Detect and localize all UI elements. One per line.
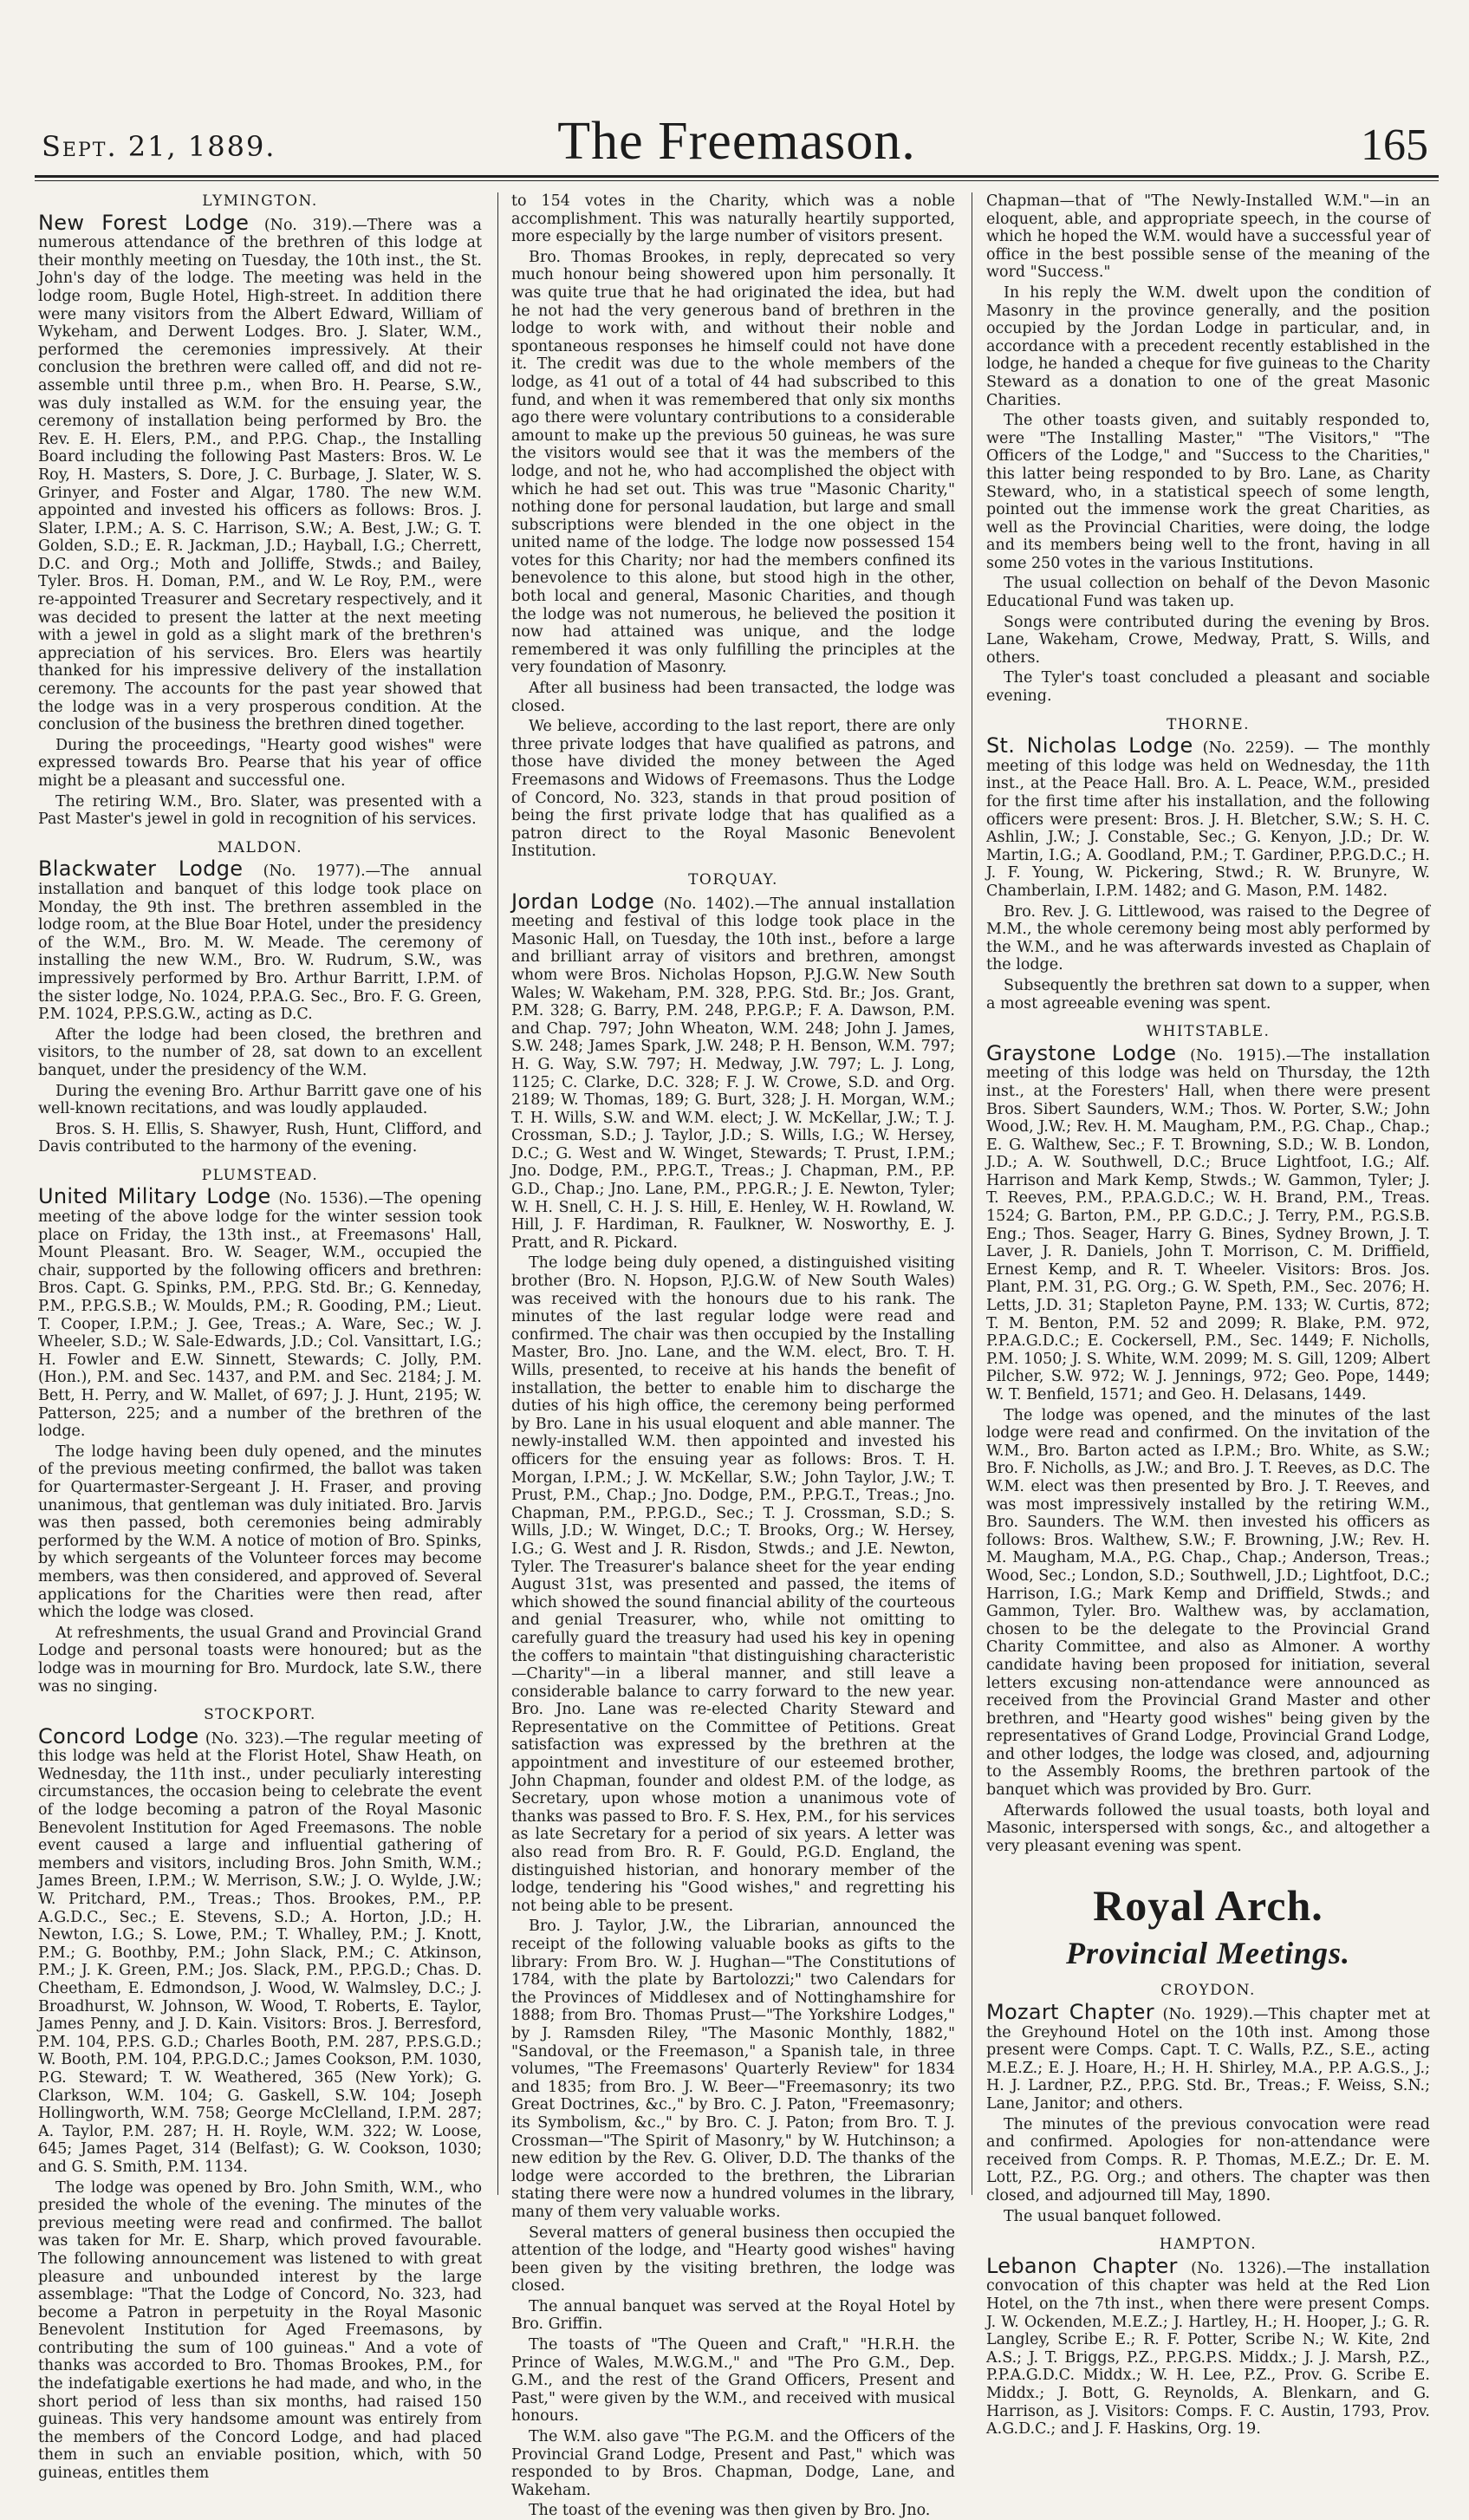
article-thorne (986, 733, 1430, 900)
place-heading-thorne: THORNE. (1166, 715, 1251, 733)
masthead-rule-thin (35, 180, 1439, 181)
masthead-rule-thick (35, 175, 1439, 178)
place-heading-stockport: STOCKPORT. (204, 1706, 316, 1724)
chapter-name: Lebanon Chapter (986, 2253, 1178, 2278)
lodge-name: Graystone Lodge (986, 1040, 1177, 1065)
lodge-name: Concord Lodge (38, 1723, 199, 1748)
article-text: (No. 1536).—The opening meeting of the above lodge for the winter session took place on Friday, the 13th inst., at Freemasons' Hall, Mount Pleasant. Bro. W. Seager, W.M., occupied the chair, supported by the following officers and brethren: Bros. Capt. G. Spinks, P.M., P.P.G. Std. Br.; G. Kenneday, P.M., P.P.G.S.B.; W. Moulds, P.M.; R. Gooding, P.M.; Lieut. T. Cooper, I.P.M.; J. Gee, Treas.; A. Ware, Sec.; W. J. Wheeler, S.D.; W. Sale-Edwards, J.D.; Col. Vansittart, I.G.; H. Fowler and E.W. Sinnett, Stewards; C. Jolly, P.M. (Hon.), P.M. and Sec. 1437, and P.M. and Sec. 2184; J. M. Bett, H. Perry, and W. Mallet, of 697; J. J. Hunt, 2195; W. Patterson, 225; and a number of the brethren of the lodge. (38, 1190, 482, 1441)
paragraph: After all business had been transacted, the lodge was closed. (511, 680, 955, 715)
article-maldon (38, 856, 482, 1024)
article-text: (No. 319).—There was a numerous attendance of the brethren of this lodge at their monthly meeting on Tuesday, the 10th inst., the St. John's day of the lodge. The meeting was held in the lodge room, Bugle Hotel, High-street. In addition there were many visitors from the Albert Edward, William of Wykeham, and Derwent Lodges. Bro. J. Slater, W.M., performed the ceremonies impressively. At their conclusion the brethren were called off, and did not re-assemble until three p.m., when Bro. H. Pearse, S.W., was duly installed as W.M. for the ensuing year, the ceremony of installation being performed by Bro. the Rev. E. H. Elers, P.M., and P.P.G. Chap., the Installing Board including the following Past Masters: Bros. W. Le Roy, H. Masters, S. Dore, J. C. Burbage, J. Slater, W. S. Grinyer, and Foster and Algar, 1780. The new W.M. appointed and invested his officers as follows: Bros. J. Slater, I.P.M.; A. S. C. Harrison, S.W.; A. Best, J.W.; G. T. Golden, S.D.; E. R. Jackman, J.D.; Hayball, I.G.; Cherrett, D.C. and Org.; Moth and Jolliffe, Stwds.; and Bailey, Tyler. Bros. H. Doman, P.M., and W. Le Roy, P.M., were re-appointed Treasurer and Secretary respectively, and it was decided to present the latter at the next meeting with a jewel in gold as a slight mark of the brethren's appreciation of his services. Bro. Elers was heartily thanked for his impressive delivery of the installation ceremony. The accounts for the past year showed that the lodge was in a very prosperous condition. At the conclusion of the business the brethren dined together. (38, 216, 482, 734)
paragraph: The retiring W.M., Bro. Slater, was presented with a Past Master's jewel in gold in recognition of his services. (38, 792, 482, 829)
paragraph: The usual banquet followed. (1004, 2207, 1222, 2225)
paragraph: The lodge was opened, and the minutes of the last lodge were read and confirmed. On the invitation of the W.M., Bro. Barton acted as I.P.M.; Bro. White, as S.W.; Bro. F. Nicholls, as J.W.; and Bro. J. T. Reeves, as D.C. The W.M. elect was then presented by Bro. J. T. Reeves, and was most impressively installed by the retiring W.M., Bro. Saunders. The W.M. then invested his officers as follows: Bros. Walthew, S.W.; F. Browning, J.W.; Rev. H. M. Maugham, M.A., P.G. Chap., Chap.; Anderson, Treas.; Wood, Sec.; London, S.D.; Southwell, J.D.; Lightfoot, D.C.; Harrison, I.G.; Mark Kemp and Driffield, Stwds.; and Gammon, Tyler. Bro. Walthew was, by acclamation, chosen to be the delegate to the Provincial Grand Charity Committee, and also as Almoner. A worthy candidate having been proposed for initiation, several letters excusing non-attendance were announced as received from the Provincial Grand Master and other brethren, and "Hearty good wishes" being given by the representatives of Grand Lodge, Provincial Grand Lodge, and other lodges, the lodge was closed, and, adjourning to the Assembly Rooms, the brethren partook of the banquet which was provided by Bro. Gurr. (986, 1406, 1430, 1800)
paragraph: The toast of the evening was then given by Bro. Jno. (529, 2502, 931, 2520)
column-1 (38, 192, 482, 2483)
paragraph: Bros. S. H. Ellis, S. Shawyer, Rush, Hunt, Clifford, and Davis contributed to the harmony of the evening. (38, 1120, 482, 1156)
paragraph: Several matters of general business then occupied the attention of the lodge, and "Hearty good wishes" having been given by the visiting brethren, the lodge was closed. (511, 2224, 955, 2295)
paragraph: The toasts of "The Queen and Craft," "H.R.H. the Prince of Wales, M.W.G.M.," and "The Pro G.M., Dep. G.M., and the rest of the Grand Officers, Present and Past," were given by the W.M., and received with musical honours. (511, 2336, 955, 2426)
section-subheading-provincial-meetings: Provincial Meetings. (1066, 1936, 1350, 1971)
place-heading-croydon: CROYDON. (1160, 1982, 1256, 2000)
paragraph: We believe, according to the last report, there are only three private lodges that have qualified as patrons, and those have divided the money between the Aged Freemasons and Widows of Freemasons. Thus the Lodge of Concord, No. 323, stands in that proud position of being the first private lodge that has qualified as a patron direct to the Royal Masonic Benevolent Institution. (511, 718, 955, 861)
article-text: (No. 1915).—The installation meeting of this lodge was held on Thursday, the 12th inst., at the Foresters' Hall, when there were present Bros. Sibert Saunders, W.M.; Thos. W. Porter, S.W.; John Wood, J.W.; Rev. H. M. Maugham, P.M., P.G. Chap., Chap.; E. G. Walthew, Sec.; F. T. Browning, S.D.; W. B. London, J.D.; A. W. Southwell, D.C.; Bruce Lightfoot, I.G.; Alf. Harrison and Mark Kemp, Stwds.; W. Gammon, Tyler; J. T. Reeves, P.M., P.P.A.G.D.C.; W. H. Brand, P.M., Treas. 1524; G. Barton, P.M., P.P. G.D.C.; J. Terry, P.M., P.G.S.B. Eng.; Thos. Seager, Harry G. Bines, Sydney Brown, J. T. Laver, J. R. Daniels, John T. Morrison, C. M. Driffield, Ernest Kemp, and R. T. Wheeler. Visitors: Bros. Jos. Plant, P.M. 31, P.G. Org.; G. W. Speth, P.M., Sec. 2076; H. Letts, J.D. 31; Stapleton Payne, P.M. 133; W. Curtis, 872; T. M. Benton, P.M. 52 and 2099; R. Blake, P.M. 972, P.P.A.G.D.C.; E. Cockersell, P.M., Sec. 1449; F. Nicholls, P.M. 1050; J. S. White, W.M. 2099; M. S. Gill, 1209; Albert Pilcher, S.W. 972; W. J. Jennings, 972; Geo. Pope, 1449; W. T. Benfield, 1571; and Geo. H. Delasans, 1449. (986, 1046, 1430, 1403)
paragraph: During the evening Bro. Arthur Barritt gave one of his well-known recitations, and was loudly applauded. (38, 1082, 482, 1118)
lodge-name: St. Nicholas Lodge (986, 733, 1193, 759)
article-torquay (511, 889, 955, 1253)
lodge-name: New Forest Lodge (38, 210, 250, 235)
article-lymington (38, 210, 482, 734)
article-text: (No. 1977).—The annual installation and banquet of this lodge took place on Monday, the 9th inst. The brethren assembled in the lodge room, at the Blue Boar Hotel, under the presidency of the W.M., Bro. M. W. Meade. The ceremony of installing the new W.M., Bro. W. Rudrum, S.W., was impressively performed by Bro. Arthur Barritt, I.P.M. of the sister lodge, No. 1024, P.P.A.G. Sec., Bro. F. G. Green, P.M. 1024, P.P.S.G.W., acting as D.C. (38, 863, 482, 1024)
paragraph: Chapman—that of "The Newly-Installed W.M."—in an eloquent, able, and appropriate speech, in the course of which he hoped the W.M. would have a successful year of office in the best possible sense of the meaning of the word "Success." (986, 192, 1430, 282)
article-whitstable (986, 1040, 1430, 1404)
place-heading-whitstable: WHITSTABLE. (1146, 1023, 1271, 1041)
article-text: (No. 2259). — The monthly meeting of this lodge was held on Wednesday, the 11th inst., at the Peace Hall. Bro. A. L. Peace, W.M., presided for the first time after his installation, and the following officers were present: Bros. J. H. Bletcher, S.W.; S. H. C. Ashlin, J.W.; J. Constable, Sec.; G. Kenyon, J.D.; Dr. W. Martin, I.G.; A. Goodland, P.M.; T. Gardiner, P.P.G.D.C.; H. J. F. Young, W. Pickering, Stwd.; R. W. Brunyre, W. Chamberlain, I.P.M. 1482; and G. Mason, P.M. 1482. (986, 739, 1430, 900)
place-heading-plumstead: PLUMSTEAD. (201, 1166, 319, 1184)
article-text: (No. 1326).—The installation convocation of this chapter was held at the Red Lion Hotel, on the 7th inst., when there were present Comps. J. W. Ockenden, M.E.Z.; J. Hartley, H.; H. Hooper, J.; G. R. Langley, Scribe E.; R. F. Potter, Scribe N.; W. Kite, 2nd A.S.; J. T. Briggs, P.Z., P.P.G.P.S. Middx.; J. J. Marsh, P.Z., P.P.A.G.D.C. Middx.; W. H. Lee, P.Z., Prov. G. Scribe E. Middx.; J. Bott, G. Reynolds, A. Blenkarn, and G. Harrison, as J. Visitors: Comps. F. C. Austin, 1793, Prov. A.G.D.C.; and J. F. Haskins, Org. 19. (986, 2259, 1430, 2439)
paragraph: The minutes of the previous convocation were read and confirmed. Apologies for non-attendance were received from Comps. R. P. Thomas, M.E.Z.; Dr. E. M. Lott, P.Z., P.G. Org.; and others. The chapter was then closed, and adjourned till May, 1890. (986, 2115, 1430, 2204)
paragraph: In his reply the W.M. dwelt upon the condition of Masonry in the province generally, and the position occupied by the Jordan Lodge in particular, and, in accordance with a precedent recently established in the lodge, he handed a cheque for five guineas to the Charity Steward as a donation to one of the great Masonic Charities. (986, 283, 1430, 409)
paragraph: Bro. J. Taylor, J.W., the Librarian, announced the receipt of the following valuable books as gifts to the library: From Bro. W. J. Hughan—"The Constitutions of 1784, with the plate by Bartolozzi;" two Calendars for the Provinces of Middlesex and of Nottinghamshire for 1888; from Bro. Thomas Prust—"The Yorkshire Lodges," by J. Ramsden Riley, "The Masonic Monthly, 1882," "Sandoval, or the Freemason," a Spanish tale, in three volumes, "The Freemasons' Quarterly Review" for 1834 and 1835; from Bro. J. W. Beer—"Freemasonry; its two Great Doctrines, &c.," by Bro. C. J. Paton, "Freemasonry; its Symbolism, &c.," by Bro. C. J. Paton; from Bro. T. J. Crossman—"The Spirit of Masonry," by W. Hutchinson; a new edition by the Rev. G. Oliver, D.D. The thanks of the lodge were accorded to the brethren, the Librarian stating there were now a hundred volumes in the library, many of them very valuable works. (511, 1918, 955, 2221)
paragraph: The usual collection on behalf of the Devon Masonic Educational Fund was taken up. (986, 575, 1430, 611)
chapter-name: Mozart Chapter (986, 2000, 1154, 2025)
paragraph: Bro. Rev. J. G. Littlewood, was raised to the Degree of M.M., the whole ceremony being most ably performed by the W.M., and he was afterwards invested as Chaplain of the lodge. (986, 902, 1430, 974)
paragraph: The other toasts given, and suitably responded to, were "The Installing Master," "The Visitors," "The Officers of the Lodge," and "Success to the Charities," this latter being responded to by Bro. Lane, as Charity Steward, who, in a statistical speech of some length, pointed out the immense work the great Charities, as well as the Provincial Charities, were doing, the lodge and its members being well to the front, having in all some 250 votes in the various Institutions. (986, 412, 1430, 572)
paragraph: The lodge being duly opened, a distinguished visiting brother (Bro. N. Hopson, P.J.G.W. of New South Wales) was received with the honours due to his rank. The minutes of the last regular lodge were read and confirmed. The chair was then occupied by the Installing Master, Bro. Jno. Lane, and the W.M. elect, Bro. T. H. Wills, presented, to receive at his hands the benefit of installation, the better to enable him to discharge the duties of his high office, the ceremony being performed by Bro. Lane in his usual eloquent and able manner. The newly-installed W.M. then appointed and invested his officers for the ensuing year as follows: Bros. T. H. Morgan, I.P.M.; J. W. McKellar, S.W.; John Taylor, J.W.; T. Prust, P.M., Chap.; Jno. Dodge, P.M., P.P.G.T., Treas.; Jno. Chapman, P.M., P.P.G.D., Sec.; T. J. Crossman, S.D.; S. Wills, J.D.; W. Winget, D.C.; T. Brooks, Org.; W. Hersey, I.G.; G. West and J. R. Risdon, Stwds.; and J.E. Newton, Tyler. The Treasurer's balance sheet for the year ending August 31st, was presented and passed, the items of which showed the sound financial ability of the courteous and genial Treasurer, who, while not omitting to carefully guard the treasury had used his key in opening the coffers to maintain "that distinguishing characteristic—Charity"—in a liberal manner, and still leave a considerable balance to carry forward to the new year. Bro. Jno. Lane was re-elected Charity Steward and Representative on the Committee of Petitions. Great satisfaction was expressed by the brethren at the appointment and investiture of our esteemed brother, John Chapman, founder and oldest P.M. of the lodge, as Secretary, upon whose motion a unanimous vote of thanks was passed to Bro. F. S. Hex, P.M., for his services as late Secretary for a period of six years. A letter was also read from Bro. R. F. Gould, P.G.D. England, the distinguished historian, and honorary member of the lodge, tendering his "Good wishes," and regretting his not being able to be present. (511, 1254, 955, 1915)
paragraph: Afterwards followed the usual toasts, both loyal and Masonic, interspersed with songs, &c., and altogether a very pleasant evening was spent. (986, 1801, 1430, 1855)
paragraph: The lodge having been duly opened, and the minutes of the previous meeting confirmed, the ballot was taken for Quartermaster-Sergeant J. H. Fraser, and proving unanimous, that gentleman was duly initiated. Bro. Jarvis was then passed, both ceremonies being admirably performed by the W.M. A notice of motion of Bro. Spinks, by which sergeants of the Volunteer forces may become members, was then considered, and approved of. Several applications for the Charities were then read, after which the lodge was closed. (38, 1442, 482, 1622)
place-heading-hampton: HAMPTON. (1159, 2236, 1258, 2254)
paragraph: During the proceedings, "Hearty good wishes" were expressed towards Bro. Pearse that his year of office might be a pleasant and successful one. (38, 736, 482, 790)
lodge-name: United Military Lodge (38, 1184, 271, 1209)
article-croydon (986, 2000, 1430, 2113)
paragraph: to 154 votes in the Charity, which was a noble accomplishment. This was naturally heartily supported, more especially by the large number of visitors present. (511, 192, 955, 246)
paragraph: The Tyler's toast concluded a pleasant and sociable evening. (986, 669, 1430, 706)
paragraph: The annual banquet was served at the Royal Hotel by Bro. Griffin. (511, 2297, 955, 2334)
article-hampton (986, 2253, 1430, 2439)
page-number: 165 (1361, 120, 1428, 170)
paragraph: Bro. Thomas Brookes, in reply, deprecated so very much honour being showered upon him personally. It was quite true that he had originated the idea, but had he not had the very generous band of brethren in the lodge to work with, and without their noble and spontaneous responses he himself could not have done it. The credit was due to the whole members of the lodge, as 41 out of a total of 44 had subscribed to this fund, and when it was remembered that only six months ago there were voluntary contributions to a considerable amount to make up the previous 50 guineas, he was sure the visitors would see that it was the members of the lodge, and not he, who had accomplished the object with which he had set out. This was true "Masonic Charity," nothing done for personal laudation, but large and small subscriptions were blended in the one object in the united name of the lodge. The lodge now possessed 154 votes for this Charity; nor had the members confined its benevolence to this alone, but stood high in the other, both local and general, Masonic Charities, and though the lodge was not numerous, he believed the position it now had attained was unique, and the lodge remembered it was only fulfilling the principles at the very foundation of Masonry. (511, 248, 955, 677)
publication-title: The Freemason. (557, 112, 916, 171)
masthead (35, 104, 1439, 173)
column-divider (497, 192, 498, 2195)
paragraph: The lodge was opened by Bro. John Smith, W.M., who presided the whole of the evening. The minutes of the previous meeting were read and confirmed. The ballot was taken for Mr. E. Sharp, which proved favourable. The following announcement was listened to with great pleasure and unbounded interest by the large assemblage: "That the Lodge of Concord, No. 323, had become a Patron in perpetuity in the Royal Masonic Benevolent Institution for Aged Freemasons, by contributing the sum of 100 guineas." And a vote of thanks was accorded to Bro. Thomas Brookes, P.M., for the indefatigable exertions he had made, and who, in the short period of less than six months, had raised 150 guineas. This very handsome amount was entirely from the members of the Concord Lodge, and had placed them in such an enviable position, which, with 50 guineas, entitles them (38, 2178, 482, 2483)
article-text: (No. 1402).—The annual installation meeting and festival of this lodge took place in the Masonic Hall, on Tuesday, the 10th inst., before a large and brilliant array of visitors and brethren, amongst whom were Bros. Nicholas Hopson, P.J.G.W. New South Wales; W. Wakeham, P.M. 328, P.P.G. Std. Br.; Jos. Grant, P.M. 328; G. Barry, P.M. 248, P.P.G.P.; F. A. Dawson, P.M. and Chap. 797; John Wheaton, W.M. 248; John J. James, S.W. 248; James Spark, J.W. 248; P. H. Benson, W.M. 797; H. G. Way, S.W. 797; H. Medway, J.W. 797; L. J. Long, 1125; C. Clarke, D.C. 328; F. J. W. Crowe, S.D. and Org. 2189; W. Thomas, 189; G. Burt, 328; J. H. Morgan, W.M.; T. H. Wills, S.W. and W.M. elect; J. W. McKellar, J.W.; T. J. Crossman, S.D.; J. Taylor, J.D.; S. Wills, I.G.; W. Hersey, D.C.; G. West and W. Winget, Stewards; T. Prust, I.P.M.; Jno. Dodge, P.M., P.P.G.T., Treas.; J. Chapman, P.M., P.P. G.D., Chap.; Jno. Lane, P.M., P.P.G.R.; J. E. Newton, Tyler; W. H. Snell, C. H. J. S. Hill, E. Henley, W. H. Rowland, W. Hill, J. F. Hardiman, R. Faulkner, W. Nosworthy, E. J. Pratt, and R. Pickard. (511, 895, 955, 1252)
article-plumstead (38, 1184, 482, 1441)
section-heading-royal-arch: Royal Arch. (1093, 1881, 1323, 1931)
paragraph: The W.M. also gave "The P.G.M. and the Officers of the Provincial Grand Lodge, Present and Past," which was responded to by Bros. Chapman, Dodge, Lane, and Wakeham. (511, 2428, 955, 2499)
column-2 (511, 192, 955, 2520)
place-heading-torquay: TORQUAY. (688, 870, 778, 889)
place-heading-lymington: LYMINGTON. (202, 192, 318, 210)
article-text: (No. 323).—The regular meeting of this lodge was held at the Florist Hotel, Shaw Heath, on Wednesday, the 11th inst., under peculiarly interesting circumstances, the occasion being to celebrate the event of the lodge becoming a patron of the Royal Masonic Benevolent Institution for Aged Freemasons. The noble event caused a large and influential gathering of members and visitors, including Bros. John Smith, W.M.; James Breen, I.P.M.; W. Merrison, S.W.; J. O. Wylde, J.W.; W. Pritchard, P.M., Treas.; Thos. Brookes, P.M., P.P. A.G.D.C., Sec.; E. Stevens, S.D.; A. Horton, J.D.; H. Newton, I.G.; S. Lowe, P.M.; T. Whalley, P.M.; J. Knott, P.M.; G. Boothby, P.M.; John Slack, P.M.; C. Atkinson, P.M.; J. K. Green, P.M.; Jos. Slack, P.M., P.P.G.D.; Chas. D. Cheetham, E. Edmondson, J. Wood, W. Walmsley, D.C.; J. Broadhurst, W. Johnson, W. Wood, T. Roberts, E. Taylor, James Penny, and J. D. Kain. Visitors: Bros. J. Berresford, P.M. 104, P.P.S. G.D.; Charles Booth, P.M. 287, P.P.S.G.D.; W. Booth, P.M. 104, P.P.G.D.C.; James Cookson, P.M. 1030, P.G. Steward; T. W. Weathered, 365 (New York); G. Clarkson, W.M. 104; G. Gaskell, S.W. 104; Joseph Hollingworth, W.M. 758; George McClelland, I.P.M. 287; A. Taylor, P.M. 287; H. H. Royle, W.M. 322; W. Loose, 645; James Paget, 314 (Belfast); G. W. Cookson, 1030; and G. S. Smith, P.M. 1134. (38, 1729, 482, 2176)
article-stockport (38, 1723, 482, 2177)
lodge-name: Jordan Lodge (511, 889, 655, 914)
paragraph: At refreshments, the usual Grand and Provincial Grand Lodge and personal toasts were honoured; but as the lodge was in mourning for Bro. Murdock, late S.W., there was no singing. (38, 1624, 482, 1696)
paragraph: After the lodge had been closed, the brethren and visitors, to the number of 28, sat down to an excellent banquet, under the presidency of the W.M. (38, 1026, 482, 1079)
lodge-name: Blackwater Lodge (38, 856, 244, 882)
paragraph: Subsequently the brethren sat down to a supper, when a most agreeable evening was spent. (986, 976, 1430, 1013)
column-3 (986, 192, 1430, 2439)
place-heading-maldon: MALDON. (217, 838, 303, 856)
issue-date: Sept. 21, 1889. (42, 130, 276, 163)
paragraph: Songs were contributed during the evening by Bros. Lane, Wakeham, Crowe, Medway, Pratt, S. Wills, and others. (986, 613, 1430, 667)
article-text: (No. 1929).—This chapter met at the Greyhound Hotel on the 10th inst. Among those present were Comps. Capt. T. C. Walls, P.Z., S.E., acting M.E.Z.; E. J. Hoare, H.; H. H. Shirley, M.A., P.P. A.G.S., J.; H. J. Lardner, P.Z., P.P.G. Std. Br., Treas.; F. Weiss, S.N.; Lane, Janitor; and others. (986, 2006, 1430, 2113)
